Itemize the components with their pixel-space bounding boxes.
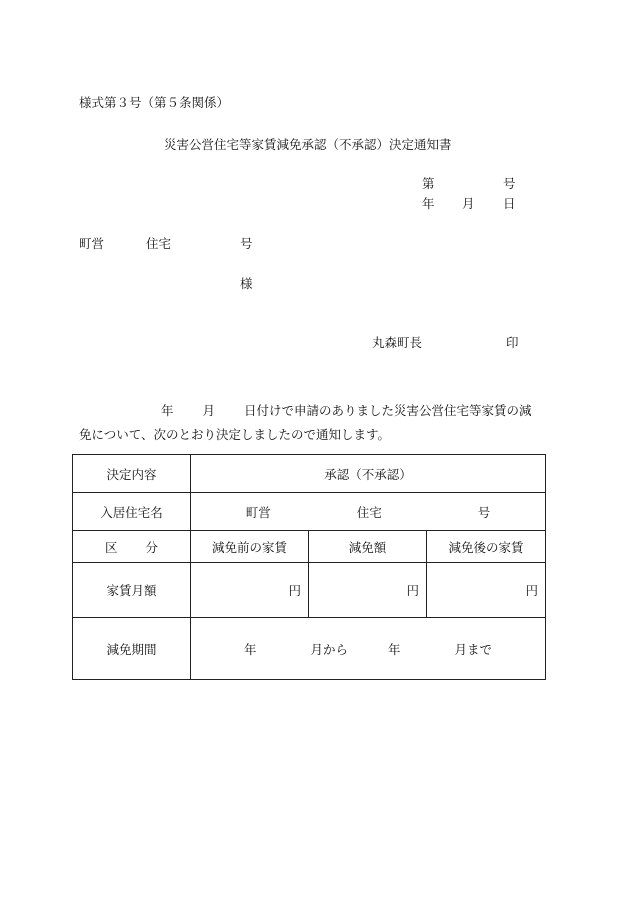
decision-value: 承認（不承認）	[191, 455, 546, 493]
decision-label: 決定内容	[73, 455, 191, 493]
issue-number-prefix: 第	[422, 176, 435, 191]
residence-label: 入居住宅名	[73, 493, 191, 531]
decision-row	[73, 455, 546, 493]
period-month-from: 月から	[310, 641, 348, 657]
issue-month: 月	[462, 196, 475, 211]
residence-value	[191, 493, 546, 531]
notice-year: 年	[161, 403, 174, 418]
form-number: 様式第３号（第５条関係）	[79, 95, 230, 110]
residence-row	[73, 493, 546, 531]
category-label-part-2: 分	[145, 539, 159, 555]
seal-mark: 印	[506, 335, 519, 350]
notice-body	[79, 399, 549, 447]
recipient-town-label: 町営	[79, 236, 105, 251]
residence-number: 号	[477, 504, 491, 520]
period-year-to: 年	[388, 641, 401, 657]
rent-amount-cell: 円	[309, 563, 427, 618]
residence-housing: 住宅	[356, 504, 382, 520]
notice-line-1	[79, 399, 549, 423]
category-label-part-1: 区	[104, 539, 118, 555]
col-before-header: 減免前の家賃	[191, 531, 309, 563]
period-month-to: 月まで	[454, 641, 493, 657]
period-row	[73, 618, 546, 680]
document-title: 災害公営住宅等家賃減免承認（不承認）決定通知書	[164, 137, 452, 152]
rent-before-cell: 円	[191, 563, 309, 618]
period-year-from: 年	[243, 641, 257, 657]
notice-month: 月	[202, 403, 216, 418]
rent-label: 家賃月額	[73, 563, 191, 618]
residence-town: 町営	[245, 504, 271, 520]
rent-row	[73, 563, 546, 618]
category-row	[73, 531, 546, 563]
notice-line-1-text: 日付けで申請のありました災害公営住宅等家賃の減	[244, 403, 532, 418]
recipient-housing-label: 住宅	[146, 236, 172, 251]
period-label: 減免期間	[73, 618, 191, 680]
category-label	[73, 531, 191, 563]
notice-line-2: 免について、次のとおり決定しましたので通知します。	[79, 427, 391, 442]
decision-table	[72, 454, 546, 680]
rent-after-cell: 円	[427, 563, 546, 618]
sender-name: 丸森町長	[372, 335, 423, 350]
issue-day: 日	[503, 196, 516, 211]
issue-number-suffix: 号	[503, 176, 516, 191]
recipient-honorific: 様	[240, 276, 253, 291]
col-amount-header: 減免額	[309, 531, 427, 563]
col-after-header: 減免後の家賃	[427, 531, 546, 563]
recipient-number-label: 号	[240, 236, 253, 251]
issue-year: 年	[422, 196, 435, 211]
period-value	[191, 618, 546, 680]
